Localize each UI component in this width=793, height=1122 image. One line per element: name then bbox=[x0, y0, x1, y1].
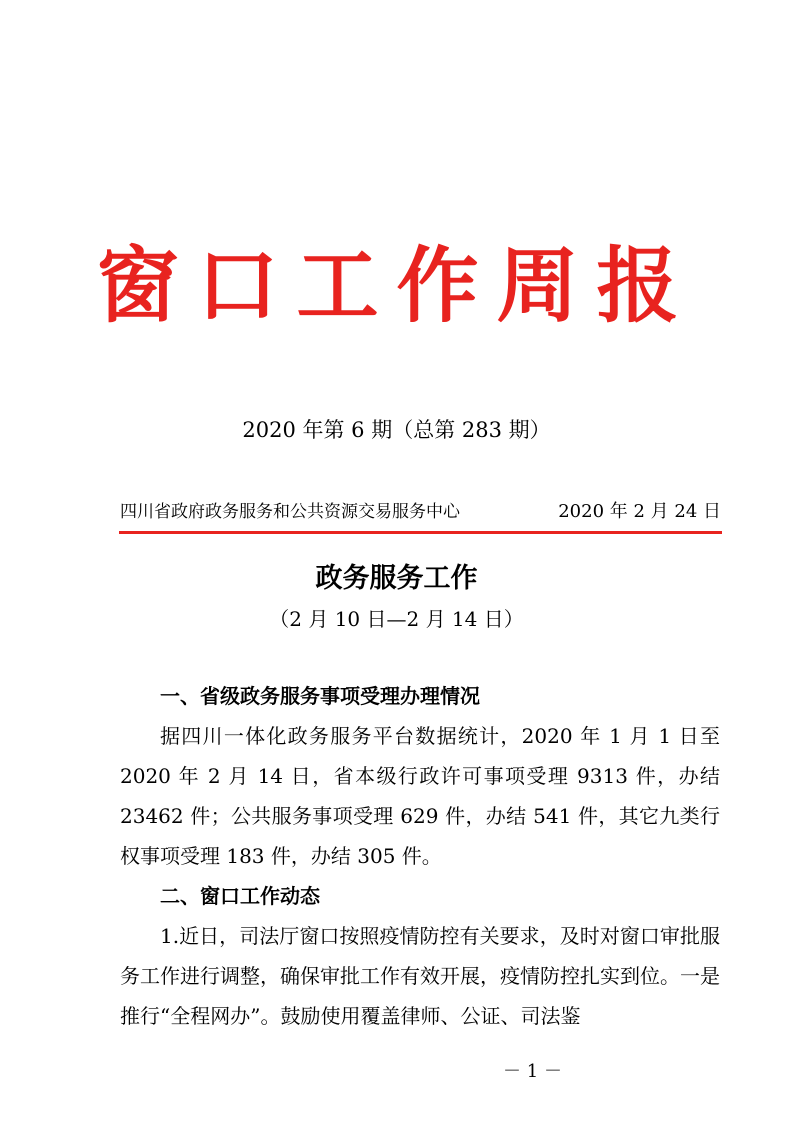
document-body bbox=[120, 676, 720, 1036]
section-period: （2 月 10 日—2 月 14 日） bbox=[269, 607, 524, 631]
heading-window-updates: 二、窗口工作动态 bbox=[160, 884, 320, 908]
page-number: － 1 － bbox=[503, 1061, 562, 1082]
issue-date: 2020 年 2 月 24 日 bbox=[558, 501, 721, 522]
issuer-row bbox=[120, 497, 721, 527]
red-divider bbox=[119, 531, 722, 534]
heading-provincial-items: 一、省级政务服务事项受理办理情况 bbox=[160, 684, 480, 708]
section-title: 政务服务工作 bbox=[315, 563, 478, 594]
paragraph-justice-window: 1.近日，司法厅窗口按照疫情防控有关要求，及时对窗口审批服务工作进行调整，确保审批工作有效开展，疫情防控扎实到位。一是推行“全程网办”。鼓励使用覆盖律师、公证、司法鉴 bbox=[120, 924, 720, 1028]
issuer-name: 四川省政府政务服务和公共资源交易服务中心 bbox=[120, 502, 460, 522]
masthead-title: 窗口工作周报 bbox=[96, 238, 697, 334]
issue-line: 2020 年第 6 期（总第 283 期） bbox=[242, 418, 551, 442]
paragraph-statistics: 据四川一体化政务服务平台数据统计，2020 年 1 月 1 日至 2020 年 2 月 14 日，省本级行政许可事项受理 9313 件，办结 23462 件；公共服务事项受理 629 件，办结 541 件，其它九类行权事项受理 183 件，办结 305 件。 bbox=[120, 724, 720, 868]
